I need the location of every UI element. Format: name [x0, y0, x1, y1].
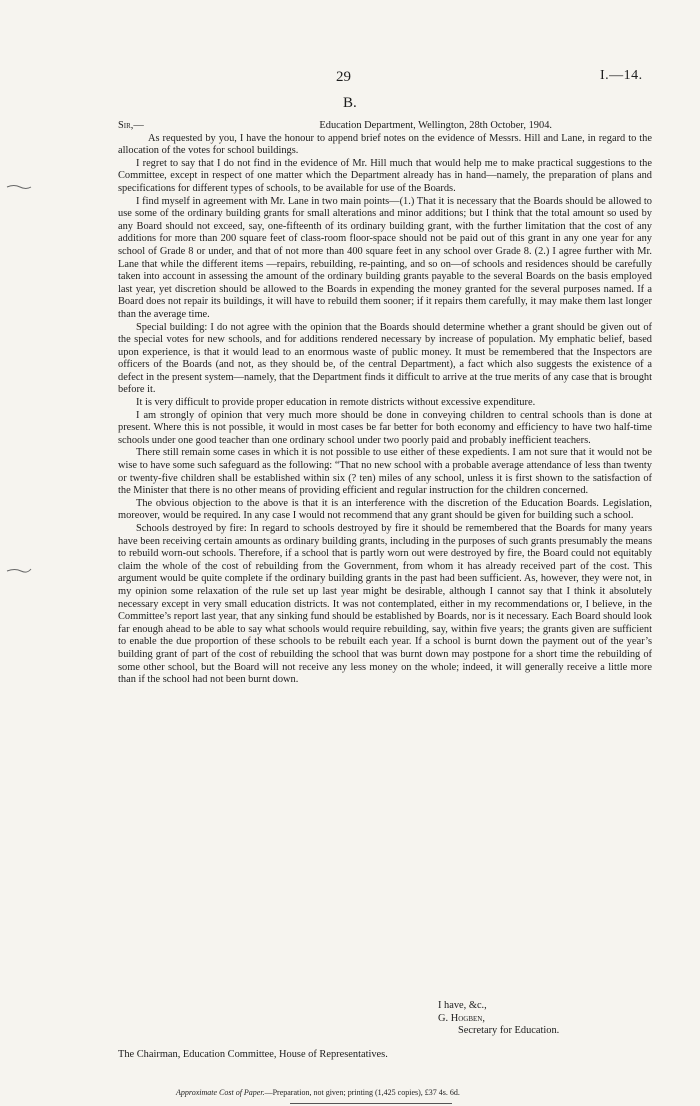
cost-note: [176, 1088, 460, 1097]
dateline: Education Department, Wellington, 28th October, 1904.: [319, 120, 552, 131]
paragraph: I am strongly of opinion that very much more should be done in conveying children to central schools than is done at present. Where this is not possible, it would in most cases be far better for both economy and efficiency to have two half-time schools under one good teacher than one ordinary school under two poorly paid and probably inefficient teachers.: [118, 409, 652, 446]
letter-body: [118, 120, 652, 687]
signoff: [438, 1000, 559, 1038]
paragraph: Schools destroyed by fire: In regard to schools destroyed by fire it should be remembered that the Boards for many years have been receiving certain amounts as ordinary building grants, including in the purposes of such grants presumably the means to rebuild worn-out schools. Therefore, if a school that is partly worn out were destroyed by fire, the Board could not equitably claim the whole of the cost of rebuilding from the Government, from whom it has already received part of the cost. This argument would be quite complete if the ordinary building grants in the past had been sufficient. As, however, they were not, in my opinion some relaxation of the rule set up last year might be desirable, although I cannot say that I think it absolutely necessary except in very small education districts. It was not contemplated, either in my recommendations or, I believe, in the Committee’s report last year, that any sinking fund should be established by Boards, nor is it necessary. Each Board should look far enough ahead to be able to say what schools would require rebuilding, say, within five years; the grants given are sufficient to enable the due proportion of these schools to be rebuilt each year. If a school is burnt down the payment out of the year’s building grant of part of the cost of rebuilding the school that was burnt down may postpone for a short time the rebuilding of some other school, but the Board will not receive any less money on the whole; indeed, it will generally receive a little more than if the school had not been burnt down.: [118, 523, 652, 686]
paragraph: Special building: I do not agree with the opinion that the Boards should determine whether a grant should be given out of the special votes for new schools, and for additions rendered necessary by increase of population. My emphatic belief, based upon experience, is that it would lead to an enormous waste of public money. It must be remembered that the Inspectors are officers of the Boards (and not, as they should be, of the central Department), a fact which also suggests the existence of a defect in the present system—namely, that the Department finds it difficult to arrive at the true merits of any case that is brought before it.: [118, 321, 652, 396]
paragraph: I regret to say that I do not find in the evidence of Mr. Hill much that would help me to make practical suggestions to the Committee, except in respect of one matter which the Department already has in hand—namely, the preparation of plans and specifications for different types of schools, to be available for use of the Boards.: [118, 157, 652, 194]
paragraph: It is very difficult to provide proper education in remote districts without excessive expenditure.: [136, 397, 536, 409]
paragraph: As requested by you, I have the honour to append brief notes on the evidence of Messrs. Hill and Lane, in regard to the allocation of the votes for school buildings.: [118, 132, 652, 157]
paragraph: The obvious objection to the above is that it is an interference with the discretion of the Education Boards. Legislation, moreover, would be required. In any case I would not recommend that any grant should be given for building such a school.: [118, 497, 652, 522]
paragraph: I find myself in agreement with Mr. Lane in two main points—(1.) That it is necessary that the Boards should be allowed to use some of the ordinary building grants for small alterations and minor additions; but I think that the total amount so used by any Board should not exceed, say, one-fifteenth of its ordinary building grant, with the further limitation that the cost of any additions for more than 200 square feet of class-room floor-space should not be paid out of this grant in any one year for any school of Grade 8 or under, and that of not more than 400 square feet in any school over Grade 8. (2.) I agree further with Mr. Lane that while the different items —repairs, rebuilding, re-painting, and so on—of schools and residences should be carefully taken into account in assessing the amount of the ordinary building grants payable to the several Boards on the basis employed last year, yet discretion should be allowed to the Boards in expending the money granted for the several purposes named. If a Board does not repair its buildings, it will have to rebuild them sooner; if it repairs them carefully, it may make them last longer than the average time.: [118, 195, 652, 320]
divider: [290, 1103, 452, 1104]
paragraph: There still remain some cases in which it is not possible to use either of these expedients. I am not sure that it would not be wise to have some such safeguard as the following: “That no new school with a probable average attendance of less than twenty or twenty-five children shall be established within six (? ten) miles of any school, unless it is first shown to the satisfaction of the Minister that there is no other means of providing efficient and regular instruction for the children concerned.: [118, 447, 652, 497]
closing: I have, &c.,: [438, 1000, 487, 1011]
cost-text: —Preparation, not given; printing (1,425 copies), £37 4s. 6d.: [264, 1088, 460, 1097]
signer-title: Secretary for Education.: [458, 1025, 560, 1037]
page-number: 29: [336, 69, 351, 85]
margin-pencil-mark: [6, 566, 32, 574]
recipient: The Chairman, Education Committee, House of Representatives.: [118, 1049, 388, 1060]
section-letter: B.: [343, 95, 357, 111]
signer-name: G. Hogben,: [438, 1012, 485, 1024]
salutation: Sir,—: [118, 120, 144, 131]
page-reference: I.—14.: [600, 68, 643, 83]
cost-label: Approximate Cost of Paper.: [176, 1088, 265, 1097]
margin-pencil-mark: [6, 183, 32, 191]
